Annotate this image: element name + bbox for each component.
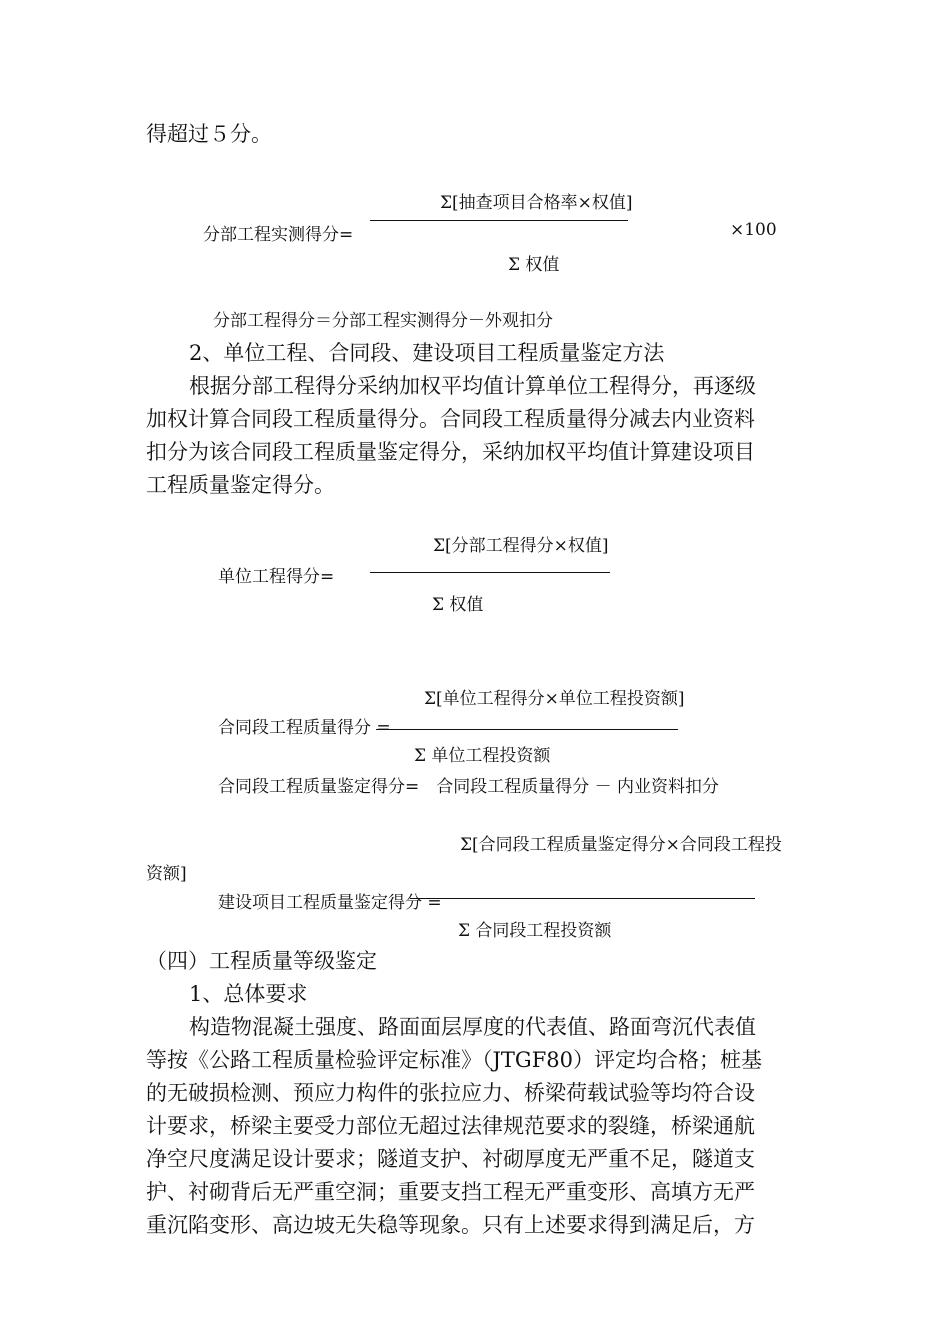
paragraph-line: 工程质量鉴定得分。 [146, 473, 335, 497]
formula3-denominator: Σ 权值 [432, 595, 484, 615]
paragraph-line: 加权计算合同段工程质量得分。合同段工程质量得分减去内业资料 [146, 407, 755, 431]
formula2: 分部工程得分＝分部工程实测得分－外观扣分 [213, 311, 553, 331]
formula1-multiplier: ×100 [730, 220, 777, 240]
subsection-heading: 1、总体要求 [189, 982, 308, 1006]
formula1-numerator: Σ[抽查项目合格率×权值] [440, 193, 633, 213]
formula6-numerator-wrap: 资额] [146, 864, 187, 884]
formula6-numerator: Σ[合同段工程质量鉴定得分×合同段工程投 [460, 835, 782, 855]
paragraph-line: 重沉陷变形、高边坡无失稳等现象。只有上述要求得到满足后，方 [146, 1213, 755, 1237]
paragraph-line: 构造物混凝土强度、路面面层厚度的代表值、路面弯沉代表值 [189, 1015, 756, 1039]
formula4-numerator: Σ[单位工程得分×单位工程投资额] [424, 689, 685, 709]
paragraph-line: 护、衬砌背后无严重空洞；重要支挡工程无严重变形、高填方无严 [146, 1180, 755, 1204]
paragraph-line: 根据分部工程得分采纳加权平均值计算单位工程得分，再逐级 [189, 374, 756, 398]
paragraph-line: 扣分为该合同段工程质量鉴定得分，采纳加权平均值计算建设项目 [146, 440, 755, 464]
paragraph-line: 净空尺度满足设计要求；隧道支护、衬砌厚度无严重不足，隧道支 [146, 1147, 755, 1171]
fraction-bar [370, 220, 628, 221]
formula6-denominator: Σ 合同段工程投资额 [458, 921, 612, 941]
formula1-label: 分部工程实测得分= [203, 225, 354, 245]
paragraph-line: 的无破损检测、预应力构件的张拉应力、桥梁荷载试验等均符合设 [146, 1081, 755, 1105]
fraction-bar [376, 729, 678, 730]
paragraph-line: 等按《公路工程质量检验评定标准》（JTGF80）评定均合格；桩基 [146, 1048, 762, 1072]
formula4-denominator: Σ 单位工程投资额 [414, 746, 551, 766]
formula6-label: 建设项目工程质量鉴定得分 = [218, 893, 442, 913]
fraction-bar [370, 572, 610, 573]
text-line: 得超过５分。 [146, 122, 272, 146]
formula5: 合同段工程质量鉴定得分= 合同段工程质量得分 － 内业资料扣分 [218, 777, 720, 797]
fraction-bar [410, 898, 755, 899]
section-heading: （四）工程质量等级鉴定 [146, 949, 377, 973]
formula4-label: 合同段工程质量得分 = [218, 718, 391, 738]
formula3-label: 单位工程得分= [218, 567, 335, 587]
paragraph-line: 计要求，桥梁主要受力部位无超过法律规范要求的裂缝，桥梁通航 [146, 1114, 755, 1138]
section-heading: 2、单位工程、合同段、建设项目工程质量鉴定方法 [189, 341, 665, 365]
formula3-numerator: Σ[分部工程得分×权值] [433, 536, 609, 556]
formula1-denominator: Σ 权值 [508, 255, 560, 275]
